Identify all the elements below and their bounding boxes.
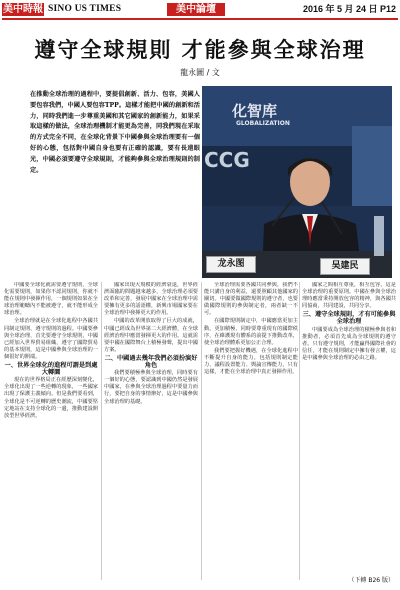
body-column-1 bbox=[4, 282, 98, 576]
continued-note: （下轉 B26 版） bbox=[348, 577, 394, 584]
paragraph: 全球治理就是在全球化進程中各國共同制定規則、遵守規則的過程。中國要參與全球治理，首先要遵守全球規則，中國已經加入世界貿易組織，遵守了國際貿易的基本規則，這是中國參與全球治理的一個很好的開端。 bbox=[4, 318, 98, 360]
body-column-3 bbox=[204, 282, 298, 576]
paragraph: 中國要全球化就需要遵守規則，全球化需要規則，如果你不認同規則，你就不能在規則中發揮作用，一個規則如果在全球治理範疇內不能被遵守，就不能形成全球治理。 bbox=[4, 282, 98, 317]
headline: 遵守全球規則 才能參與全球治理 bbox=[34, 37, 366, 62]
paper-name-cn: 美中時報 bbox=[3, 4, 43, 15]
masthead bbox=[2, 2, 398, 18]
paragraph: 全球治理需要各國共同參與，我們不能只講自身的利益，還要照顧其他國家的關切。中國要做國際規則的遵守者，也要做國際規則的參與制定者，兩者缺一不可。 bbox=[204, 282, 298, 317]
paragraph: 我們要積極參與全球治理，同時要有一個好的心態，要認識到中國仍然是發展中國家，在參與全球治理過程中要量力而行，要把自身的事情辦好，這是中國參與全球治理的基礎。 bbox=[104, 370, 198, 405]
name-card-left: 龙永图 bbox=[206, 256, 256, 273]
paragraph: 中國要成為全球治理的積極參與者和推動者，必須首先成為全球規則的遵守者。只有遵守規則，才能贏得國際社會的信任，才能在規則制定中擁有發言權，這是中國參與全球治理的必由之路。 bbox=[302, 326, 396, 361]
column-divider bbox=[201, 282, 202, 580]
column-divider bbox=[101, 282, 102, 580]
date-page: 2016 年 5 月 24 日 P12 bbox=[302, 4, 396, 14]
photo-illustration bbox=[202, 86, 392, 278]
section-label: 美中論壇 bbox=[167, 3, 225, 16]
masthead-rule bbox=[2, 18, 398, 20]
article-photo bbox=[202, 86, 392, 278]
column-divider bbox=[299, 282, 300, 580]
subhead: 二、中國過去幾年我們必須扮演好角色 bbox=[104, 354, 198, 370]
logo-text: CCG bbox=[204, 148, 250, 172]
paragraph: 現在的世界格局正在經歷深刻變化，全球化出現了一些逆轉的現象，一些國家出現了保護主義傾向。但是我們要看到，全球化是不可逆轉的歷史潮流，中國要堅定地站在支持全球化的一邊，推動建設開放型世界經濟。 bbox=[4, 377, 98, 419]
subhead: 三、遵守全球規則，才有可能參與全球治理 bbox=[302, 311, 396, 326]
paragraph: 在國際規則制定中，中國應當更加主動，更加積極，同時要尊重現有的國際秩序，在維護現有體系的前提下推動改革，使全球治理體系更加公正合理。 bbox=[204, 318, 298, 346]
body-column-4 bbox=[302, 282, 396, 576]
byline: 龍永圖 / 文 bbox=[180, 68, 220, 77]
paper-name-en: SINO US TIMES bbox=[48, 4, 122, 14]
subhead: 一、世界全球化的進程可謂是到處大轉圜 bbox=[4, 362, 98, 377]
paragraph: 中國的改革開放取得了巨大的成就，中國已經成為世界第二大經濟體，在全球經濟治理中應當發揮更大的作用。這就需要中國在國際舞台上積極發聲，提出中國方案。 bbox=[104, 318, 198, 353]
body-column-2 bbox=[104, 282, 198, 576]
banner-en: GLOBALIZATION bbox=[236, 120, 290, 127]
paragraph: 國家之間相互尊重，相互包容，這是全球治理的重要原則。中國在參與全球治理時應當秉持開放包容的精神，與各國共同協商，共同建設，共同分享。 bbox=[302, 282, 396, 310]
paragraph: 國家出現大規模的經濟衰退，世界經濟面臨的問題越來越多，全球治理必須要改革和完善，發展中國家在全球治理中需要擁有更多的話語權，新興市場國家要在全球治理中發揮更大的作用。 bbox=[104, 282, 198, 317]
name-card-right: 吴建民 bbox=[320, 258, 370, 275]
banner-text: 化智库 bbox=[232, 102, 278, 120]
paragraph: 我們要把握好機遇，在全球化進程中不斷提升自身的能力，包括規則制定能力、議程設置能力、輿論宣傳能力，只有這樣，才能在全球治理中真正發揮作用。 bbox=[204, 347, 298, 376]
lead-paragraph: 在推動全球治理的過程中，要提倡創新、活力、包容，美國人要包容我們，中國人要包容TPP。這樣才能把中國的創新和活力，同時我們進一步尊重美國和其它國家的創新能力，如果采取這樣的做法，全球治理機制才能更為完善，同我們現在采取的方式完全不同，在全球化背景下中國參與全球治理要有一個好的心態，包括對中國自身也要有正確的認識，要有長遠眼光，中國必須要遵守全球規則，才能夠參與全球治理規則的制定。 bbox=[30, 91, 200, 174]
